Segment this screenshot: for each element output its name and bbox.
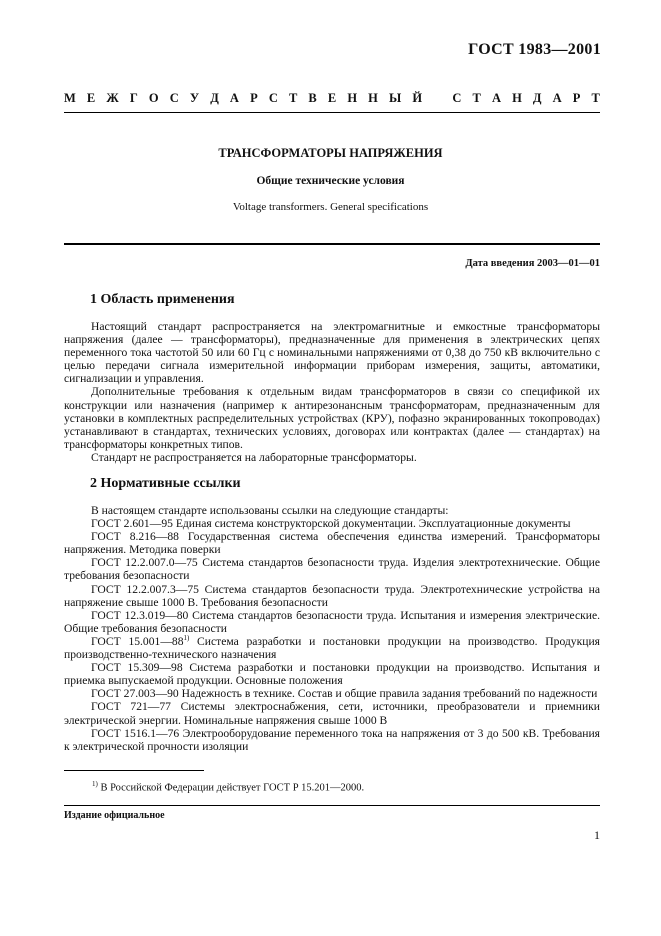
header-word-gap	[433, 91, 441, 106]
header-letter: Д	[532, 91, 542, 105]
gost-number: ГОСТ 1983—2001	[468, 41, 601, 58]
section-1-heading: 1 Область применения	[90, 292, 235, 307]
header-letter: О	[148, 91, 159, 105]
header-letter: С	[268, 91, 278, 105]
header-letter: Н	[347, 91, 358, 105]
header-letter: Ж	[106, 91, 119, 105]
header-letter: Н	[512, 91, 522, 105]
reference-item: ГОСТ 12.2.007.0—75 Система стандартов безопасности труда. Изделия электротехнические. Общие требования безопасности	[64, 556, 600, 583]
header-letter: Ы	[389, 91, 402, 105]
header-letter: Р	[250, 91, 258, 105]
section-1-paragraph: Настоящий стандарт распространяется на электромагнитные и емкостные трансформаторы напряжения (далее — трансформаторы), предназначенные для применения в электрических цепях переменного тока частотой 50 или 60 Гц с номинальными напряжениями от 0,38 до 750 кВ включительно с целью передачи сигнала измерительной информации приборам измерения, защиты, автоматики, сигнализации и управления.	[64, 320, 600, 386]
reference-item: ГОСТ 15.309—98 Система разработки и постановки продукции на производство. Испытания и приемка выпускаемой продукции. Основные положения	[64, 661, 600, 688]
footnote-rule	[64, 770, 204, 771]
top-rule	[64, 112, 600, 113]
header-letter: У	[189, 91, 200, 105]
standard-type-header	[64, 91, 600, 106]
title-rule	[64, 243, 600, 245]
section-2-heading: 2 Нормативные ссылки	[90, 476, 241, 491]
page-number: 1	[594, 828, 600, 842]
header-letter: А	[491, 91, 501, 105]
footnote-text: В Российской Федерации действует ГОСТ Р 15.201—2000.	[97, 782, 365, 794]
header-letter: Е	[86, 91, 96, 105]
reference-item	[64, 635, 600, 661]
reference-item: ГОСТ 2.601—95 Единая система конструкторской документации. Эксплуатационные документы	[91, 517, 571, 531]
header-letter: Е	[327, 91, 337, 105]
footnote	[92, 780, 364, 794]
header-letter: Й	[412, 91, 423, 105]
reference-item: ГОСТ 27.003—90 Надежность в технике. Состав и общие правила задания требований по надежности	[91, 687, 598, 701]
reference-code: ГОСТ 15.001—88	[91, 634, 184, 648]
header-letter: Н	[368, 91, 378, 105]
intro-date: Дата введения 2003—01—01	[465, 258, 600, 269]
section-2-body	[64, 504, 600, 753]
reference-item: ГОСТ 12.3.019—80 Система стандартов безопасности труда. Испытания и измерения электрические. Общие требования безопасности	[64, 608, 600, 635]
reference-item: ГОСТ 12.2.007.3—75 Система стандартов безопасности труда. Электротехнические устройства на напряжение свыше 1000 В. Требования безопасности	[64, 582, 600, 609]
header-letter: Д	[210, 91, 219, 105]
reference-item: ГОСТ 721—77 Системы электроснабжения, сети, источники, преобразователи и приемники электрической энергии. Номинальные напряжения свыше 1000 В	[64, 700, 600, 727]
header-letter: Т	[472, 91, 481, 105]
header-letter: А	[552, 91, 562, 105]
section-1-paragraph: Дополнительные требования к отдельным видам трансформаторов в связи со спецификой их конструкции или назначения (например к антирезонансным трансформаторам, предназначенным для установки в комплектных распределительных устройствах (КРУ), пофазно экранированных токопроводах) устанавливают в стандартах, технических условиях, договорах или контрактах (далее — стандартах) на трансформаторы конкретных типов.	[64, 385, 600, 451]
reference-item: ГОСТ 8.216—88 Государственная система обеспечения единства измерений. Трансформаторы напряжения. Методика поверки	[64, 530, 600, 557]
header-letter: С	[169, 91, 179, 105]
document-subtitle: Общие технические условия	[256, 175, 405, 187]
edition-label: Издание официальное	[64, 810, 165, 821]
header-letter: Р	[572, 91, 581, 105]
header-letter: Т	[288, 91, 298, 105]
footnote-marker: 1)	[183, 634, 190, 643]
header-letter: М	[64, 91, 76, 105]
section-1-body	[64, 320, 600, 464]
header-letter: Г	[129, 91, 138, 105]
header-letter: В	[308, 91, 317, 105]
header-letter: С	[452, 91, 462, 105]
bottom-rule	[64, 805, 600, 806]
footnote-marker: 1)	[92, 780, 98, 788]
english-title: Voltage transformers. General specifications	[232, 201, 429, 213]
document-title: ТРАНСФОРМАТОРЫ НАПРЯЖЕНИЯ	[218, 146, 443, 160]
header-letter: А	[229, 91, 239, 105]
header-letter: Т	[591, 91, 600, 105]
reference-item: ГОСТ 1516.1—76 Электрооборудование переменного тока на напряжения от 3 до 500 кВ. Требования к электрической прочности изоляции	[64, 726, 600, 753]
section-1-paragraph: Стандарт не распространяется на лабораторные трансформаторы.	[91, 450, 417, 464]
reference-text: Система разработки и постановки продукции на производство. Продукция производственно-технического назначения	[64, 634, 600, 662]
section-2-intro: В настоящем стандарте использованы ссылки на следующие стандарты:	[91, 504, 449, 517]
